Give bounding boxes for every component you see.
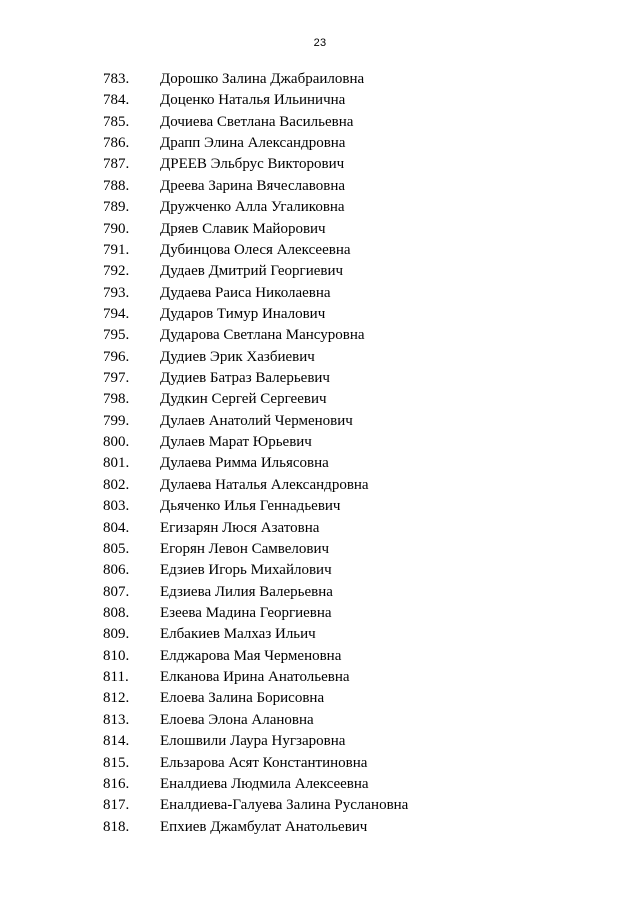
item-name: Дулаев Анатолий Черменович — [160, 412, 353, 429]
item-number: 813. — [103, 711, 130, 728]
item-name: Елоева Залина Борисовна — [160, 690, 325, 707]
list-item — [0, 304, 640, 325]
item-name: Ельзарова Асят Константиновна — [160, 754, 368, 771]
item-number: 815. — [103, 754, 130, 771]
list-item — [0, 240, 640, 261]
list-item — [0, 283, 640, 304]
item-number: 783. — [103, 71, 130, 87]
list-item — [0, 817, 640, 838]
list-item — [0, 667, 640, 688]
item-number: 798. — [103, 391, 130, 408]
list-item — [0, 176, 640, 197]
item-number: 806. — [103, 562, 130, 579]
list-item — [0, 133, 640, 154]
item-name: Егорян Левон Самвелович — [160, 540, 330, 557]
item-number: 787. — [103, 156, 130, 173]
list-item — [0, 603, 640, 624]
list-item — [0, 69, 640, 90]
item-name: Дударов Тимур Иналович — [160, 305, 326, 322]
item-name: Еналдиева-Галуева Залина Руслановна — [160, 797, 409, 814]
item-number: 793. — [103, 284, 130, 301]
list-item — [0, 539, 640, 560]
item-name: Елджарова Мая Черменовна — [160, 647, 342, 664]
item-number: 791. — [103, 241, 130, 258]
list-item — [0, 560, 640, 581]
item-name: Епхиев Джамбулат Анатольевич — [160, 818, 368, 835]
item-name: Драпп Элина Александровна — [160, 135, 346, 152]
list-item — [0, 518, 640, 539]
item-name: Дружченко Алла Угаликовна — [160, 199, 345, 216]
item-name: Дочиева Светлана Васильевна — [160, 113, 354, 130]
item-name: Елоева Элона Алановна — [160, 711, 314, 728]
item-number: 804. — [103, 519, 130, 536]
item-number: 817. — [103, 797, 130, 814]
item-name: Дьяченко Илья Геннадьевич — [160, 498, 341, 515]
item-number: 786. — [103, 135, 130, 152]
item-number: 807. — [103, 583, 130, 600]
item-number: 784. — [103, 92, 130, 109]
item-number: 811. — [103, 669, 129, 686]
item-number: 788. — [103, 177, 130, 194]
item-name: Дударова Светлана Мансуровна — [160, 327, 365, 344]
name-list — [0, 69, 640, 838]
item-name: Егизарян Люся Азатовна — [160, 519, 320, 536]
item-number: 812. — [103, 690, 130, 707]
item-number: 803. — [103, 498, 130, 515]
list-item — [0, 197, 640, 218]
item-number: 794. — [103, 305, 130, 322]
list-item — [0, 496, 640, 517]
item-name: Елбакиев Малхаз Ильич — [160, 626, 316, 643]
item-name: Елканова Ирина Анатольевна — [160, 669, 350, 686]
item-number: 797. — [103, 370, 130, 387]
item-name: Дулаева Наталья Александровна — [160, 476, 369, 493]
list-item — [0, 710, 640, 731]
item-number: 790. — [103, 220, 130, 237]
list-item — [0, 582, 640, 603]
item-number: 799. — [103, 412, 130, 429]
list-item — [0, 112, 640, 133]
list-item — [0, 688, 640, 709]
item-number: 802. — [103, 476, 130, 493]
list-item — [0, 624, 640, 645]
item-number: 792. — [103, 263, 130, 280]
list-item — [0, 795, 640, 816]
item-number: 814. — [103, 733, 130, 750]
item-name: Дубинцова Олеся Алексеевна — [160, 241, 351, 258]
item-name: Едзиева Лилия Валерьевна — [160, 583, 333, 600]
item-number: 785. — [103, 113, 130, 130]
item-name: Езеева Мадина Георгиевна — [160, 604, 332, 621]
item-number: 801. — [103, 455, 130, 472]
page-number: 23 — [313, 37, 327, 49]
item-name: Дудаев Дмитрий Георгиевич — [160, 263, 344, 280]
list-item — [0, 261, 640, 282]
list-item — [0, 731, 640, 752]
list-item — [0, 475, 640, 496]
item-name: Еналдиева Людмила Алексеевна — [160, 775, 369, 792]
item-number: 809. — [103, 626, 130, 643]
item-name: Доценко Наталья Ильинична — [160, 92, 346, 109]
item-name: Дряев Славик Майорович — [160, 220, 326, 237]
item-name: Дреева Зарина Вячеславовна — [160, 177, 346, 194]
list-item — [0, 219, 640, 240]
item-number: 796. — [103, 348, 130, 365]
item-name: Елошвили Лаура Нугзаровна — [160, 733, 346, 750]
item-number: 800. — [103, 434, 130, 451]
item-number: 818. — [103, 818, 130, 835]
item-name: Дулаев Марат Юрьевич — [160, 434, 312, 451]
list-item — [0, 453, 640, 474]
item-number: 805. — [103, 540, 130, 557]
item-name: Дудкин Сергей Сергеевич — [160, 391, 327, 408]
list-item — [0, 774, 640, 795]
list-item — [0, 90, 640, 111]
list-item — [0, 368, 640, 389]
item-number: 795. — [103, 327, 130, 344]
item-name: Дулаева Римма Ильясовна — [160, 455, 329, 472]
item-name: Едзиев Игорь Михайлович — [160, 562, 332, 579]
item-name: Дудиев Эрик Хазбиевич — [160, 348, 315, 365]
item-name: Дорошко Залина Джабраиловна — [160, 71, 365, 87]
list-item — [0, 753, 640, 774]
list-item — [0, 325, 640, 346]
list-item — [0, 389, 640, 410]
list-item — [0, 646, 640, 667]
list-item — [0, 432, 640, 453]
item-name: ДРЕЕВ Эльбрус Викторович — [160, 156, 345, 173]
list-item — [0, 347, 640, 368]
list-item — [0, 411, 640, 432]
item-number: 816. — [103, 775, 130, 792]
list-item — [0, 154, 640, 175]
item-number: 810. — [103, 647, 130, 664]
item-number: 808. — [103, 604, 130, 621]
item-name: Дудаева Раиса Николаевна — [160, 284, 331, 301]
item-number: 789. — [103, 199, 130, 216]
item-name: Дудиев Батраз Валерьевич — [160, 370, 330, 387]
